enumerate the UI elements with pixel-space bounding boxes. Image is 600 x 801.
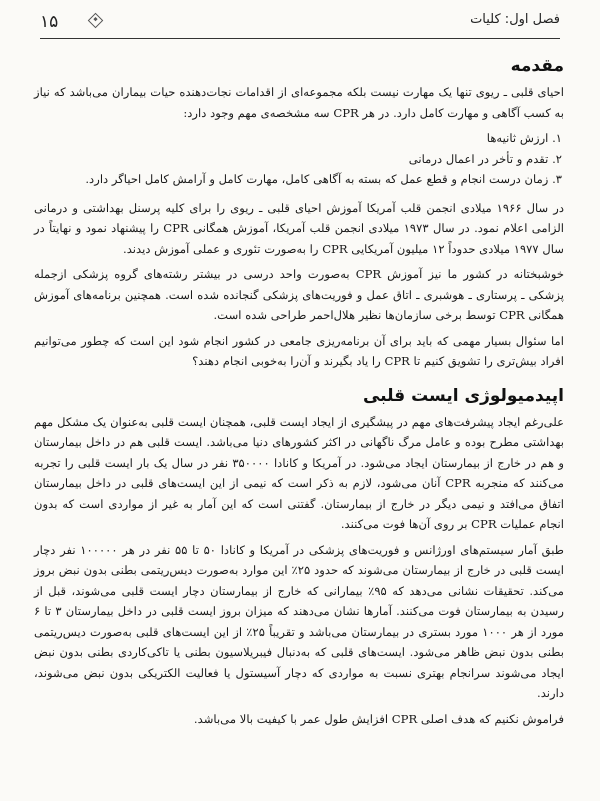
list-item: ۲. تقدم و تأخر در اعمال درمانی <box>408 151 562 166</box>
page-number: ۱۵ <box>40 12 59 32</box>
statistics-paragraph: طبق آمار سیستم‌های اورژانس و فوریت‌های پزشکی در آمریکا و کانادا ۵۰ تا ۵۵ نفر در هر ۱۰۰۰۰۰ نفر دچار ایست قلبی در خارج از بیمارستان می‌شوند که حدود ۲۵٪ این موارد به‌صورت دیس‌ریتمی بطنی بدون نبض بروز می‌کند. تحقیقات نشانی می‌دهد که ۹۵٪ بیمارانی که خارج از بیمارستان دچار ایست قلبی می‌شوند، قبل از رسیدن به بیمارستان فوت می‌کنند. آمارها نشان می‌دهند که میزان بروز ایست قلبی در داخل بیمارستان ۳ تا ۶ مورد از هر ۱۰۰۰ مورد بستری در بیمارستان می‌باشد و تقریباً ۲۵٪ از این ایست‌های قلبی به‌صورت دیس‌ریتمی بطنی بدون نبض ظاهر می‌شود. ایست‌های قلبی که به‌دنبال فیبریلاسیون بطنی یا تاکی‌کاردی بطنی بدون نبض ایجاد می‌شوند سرانجام بهتری نسبت به مواردی که دچار آسیستول یا فعالیت الکتریکی بدون نبض می‌شوند، دارند. <box>34 542 565 700</box>
chapter-title: فصل اول: کلیات <box>470 12 560 27</box>
list-item: ۱. ارزش ثانیه‌ها <box>486 131 562 145</box>
epidemiology-paragraph: علی‌رغم ایجاد پیشرفت‌های مهم در پیشگیری از ایجاد ایست قلبی، همچنان ایست قلبی به‌عنوان یک مشکل مهم بهداشتی مطرح بوده و عامل مرگ ناگهانی در اکثر کشورهای دنیا می‌باشد. ایست قلبی هم در داخل بیمارستان و هم در خارج از بیمارستان ایجاد می‌شود. در آمریکا و کانادا ۳۵۰۰۰۰ نفر در سال یک بار ایست قلبی را تجربه می‌کنند که منجربه CPR آنان می‌شود، لازم به ذکر است که نیمی از این ایست‌های قلبی در داخل بیمارستان اتفاق می‌افتد و نیمی دیگر در خارج از بیمارستان. گفتنی است که این آمار به غیر از مواردی است که بدون انجام عملیات CPR بر روی آن‌ها فوت می‌کنند. <box>34 414 565 531</box>
list-item: ۳. زمان درست انجام و قطع عمل که بسته به آگاهی کامل، مهارت کامل و آرامش کامل احیاگر دارد. <box>85 172 562 186</box>
education-paragraph: خوشبختانه در کشور ما نیز آموزش CPR به‌صورت واحد درسی در بیشتر رشته‌های گروه پزشکی ازجمله پزشکی ـ پرستاری ـ هوشبری ـ اتاق عمل و فوریت‌های پزشکی گنجانده شده است. همچنین برنامه‌های آموزش همگانی CPR توسط برخی سازمان‌ها نظیر هلال‌احمر طراحی شده است. <box>34 267 565 322</box>
closing-paragraph: فراموش نکنیم که هدف اصلی CPR افزایش طول عمر با کیفیت بالا می‌باشد. <box>193 711 564 726</box>
page-body <box>34 56 564 734</box>
header-divider <box>40 38 560 39</box>
intro-paragraph: احیای قلبی ـ ریوی تنها یک مهارت نیست بلکه مجموعه‌ای از اقدامات نجات‌دهنده حیات بیماران می‌باشد که نیاز به کسب آگاهی و مهارت کامل دارد. در هر CPR سه مشخصه‌ی مهم وجود دارد: <box>34 85 564 120</box>
cpr-characteristics-list <box>34 128 564 190</box>
question-paragraph: اما سئوال بسیار مهمی که باید برای آن برنامه‌ریزی جامعی در کشور انجام شود این است که چطور می‌توانیم افراد بیش‌تری را تشویق کنیم تا CPR را یاد بگیرند و آن‌را به‌خوبی انجام دهند؟ <box>34 333 564 368</box>
section-heading-epidemiology: اپیدمیولوژی ایست قلبی <box>362 385 564 406</box>
history-paragraph: در سال ۱۹۶۶ میلادی انجمن قلب آمریکا آموزش احیای قلبی ـ ریوی را برای کلیه پرسنل بهداشتی و درمانی الزامی اعلام نمود. در سال ۱۹۷۳ میلادی انجمن قلب آمریکا، آموزش همگانی CPR را پیشنهاد نمود و نهایتاً در سال ۱۹۷۷ میلادی حدوداً ۱۲ میلیون آمریکایی CPR را به‌صورت تئوری و عملی آموزش دیدند. <box>34 200 565 256</box>
page-header <box>0 0 600 46</box>
section-heading-introduction: مقدمه <box>510 56 564 76</box>
diamond-icon <box>88 13 104 29</box>
